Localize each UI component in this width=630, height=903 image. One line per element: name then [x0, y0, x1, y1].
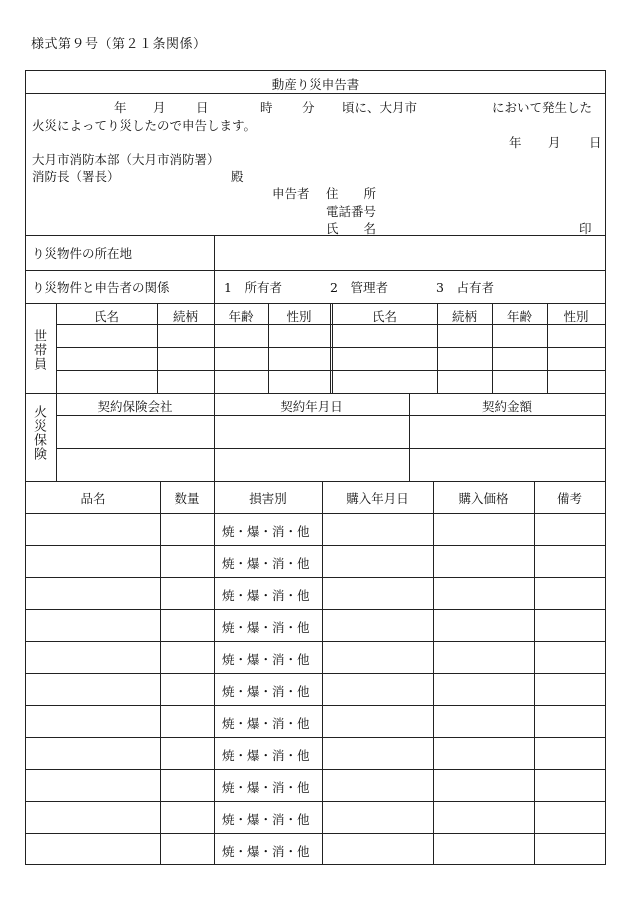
damage-type-row-9: 焼・爆・消・他	[222, 780, 310, 795]
relation-owner: 1 所有者	[224, 280, 282, 295]
insurance-col-company: 契約保険会社	[97, 399, 173, 414]
address-label: 住 所	[326, 186, 377, 201]
household-col-age-1: 年齢	[228, 309, 254, 324]
declaration-text: 火災によってり災したので申告します。	[32, 118, 257, 133]
household-col-age-2: 年齢	[506, 309, 532, 324]
occurred-text: において発生した	[492, 100, 593, 115]
household-label: 世帯員	[31, 329, 46, 371]
items-col-price: 購入価格	[458, 491, 509, 506]
items-col-quantity: 数量	[174, 491, 200, 506]
day-label: 日	[196, 100, 209, 115]
report-form	[25, 70, 606, 865]
items-col-purchase-date: 購入年月日	[346, 491, 409, 506]
items-col-damage: 損害別	[249, 491, 287, 506]
household-col-sex-1: 性別	[286, 309, 312, 324]
hour-label: 時	[260, 100, 273, 115]
damage-type-row-7: 焼・爆・消・他	[222, 716, 310, 731]
seal-label: 印	[579, 221, 592, 236]
damage-type-row-8: 焼・爆・消・他	[222, 748, 310, 763]
items-col-remarks: 備考	[556, 491, 582, 506]
damage-type-row-1: 焼・爆・消・他	[222, 524, 310, 539]
relation-manager: 2 管理者	[330, 280, 388, 295]
household-col-sex-2: 性別	[563, 309, 589, 324]
month-label: 月	[153, 100, 166, 115]
applicant-label: 申告者	[272, 186, 310, 201]
damage-type-row-3: 焼・爆・消・他	[222, 588, 310, 603]
insurance-label: 火災保険	[31, 405, 46, 461]
damage-type-row-2: 焼・爆・消・他	[222, 556, 310, 571]
insurance-col-date: 契約年月日	[280, 399, 343, 414]
date-year: 年	[509, 135, 522, 150]
name-label: 氏 名	[326, 221, 377, 236]
location-label: り災物件の所在地	[32, 246, 133, 261]
chief-text: 消防長（署長）	[32, 169, 120, 184]
household-col-relation-2: 続柄	[451, 309, 477, 324]
form-title: 動産り災申告書	[271, 77, 360, 92]
year-label: 年	[114, 100, 127, 115]
form-number: 様式第９号（第２１条関係）	[31, 37, 207, 52]
damage-type-row-4: 焼・爆・消・他	[222, 620, 310, 635]
relation-occupant: 3 占有者	[436, 280, 494, 295]
damage-type-row-5: 焼・爆・消・他	[222, 652, 310, 667]
city-text: 頃に、大月市	[342, 100, 418, 115]
household-col-relation-1: 続柄	[172, 309, 198, 324]
damage-type-row-6: 焼・爆・消・他	[222, 684, 310, 699]
phone-label: 電話番号	[326, 204, 377, 219]
insurance-col-amount: 契約金額	[481, 399, 532, 414]
damage-type-row-11: 焼・爆・消・他	[222, 844, 310, 859]
relation-label: り災物件と申告者の関係	[32, 280, 170, 295]
minute-label: 分	[302, 100, 315, 115]
items-col-name: 品名	[80, 491, 106, 506]
household-col-name-1: 氏名	[93, 309, 119, 324]
date-day: 日	[589, 135, 602, 150]
dono-text: 殿	[231, 169, 244, 184]
dept-text: 大月市消防本部（大月市消防署）	[32, 152, 220, 167]
date-month: 月	[548, 135, 561, 150]
damage-type-row-10: 焼・爆・消・他	[222, 812, 310, 827]
household-col-name-2: 氏名	[371, 309, 397, 324]
